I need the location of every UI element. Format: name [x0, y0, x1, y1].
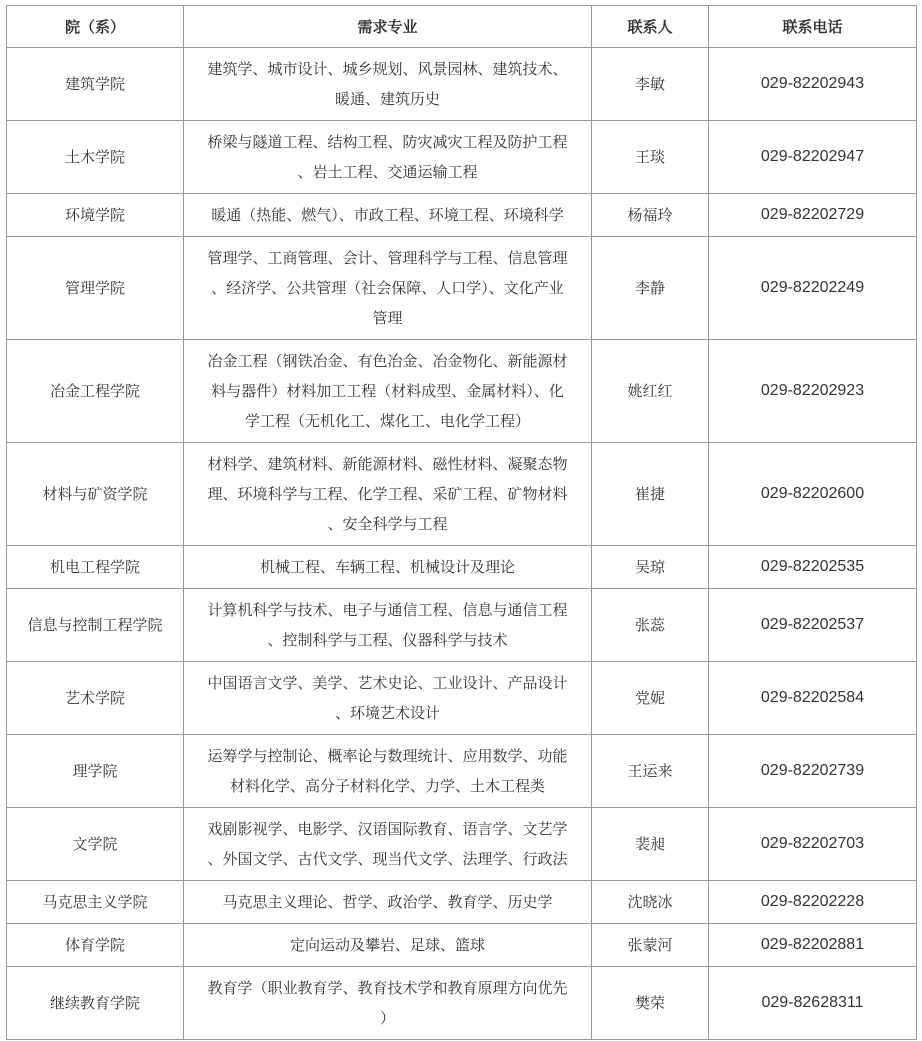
majors-line: 桥梁与隧道工程、结构工程、防灾减灾工程及防护工程: [207, 133, 568, 151]
table-row: [7, 546, 917, 589]
phone-cell: 029-82202600: [709, 443, 917, 546]
majors-cell: [184, 121, 592, 194]
majors-cell: [184, 48, 592, 121]
majors-cell: [184, 443, 592, 546]
majors-cell: [184, 340, 592, 443]
majors-cell: [184, 237, 592, 340]
majors-cell: [184, 589, 592, 662]
phone-cell: 029-82202739: [709, 735, 917, 808]
dept-cell: 土木学院: [7, 121, 184, 194]
header-dept: 院（系）: [7, 6, 184, 48]
majors-line: 理、环境科学与工程、化学工程、采矿工程、矿物材料: [207, 485, 568, 503]
contact-cell: 吴琼: [592, 546, 709, 589]
phone-cell: 029-82202729: [709, 194, 917, 237]
majors-line: 、环境艺术设计: [334, 704, 440, 722]
majors-line: 马克思主义理论、哲学、政治学、教育学、历史学: [222, 893, 553, 911]
majors-line: 管理: [372, 309, 403, 327]
majors-line: 暖通、建筑历史: [334, 90, 440, 108]
majors-cell: [184, 924, 592, 967]
phone-cell: 029-82628311: [709, 967, 917, 1040]
majors-line: 计算机科学与技术、电子与通信工程、信息与通信工程: [207, 601, 568, 619]
phone-cell: 029-82202947: [709, 121, 917, 194]
majors-cell: [184, 967, 592, 1040]
dept-cell: 理学院: [7, 735, 184, 808]
majors-cell: [184, 662, 592, 735]
majors-line: 中国语言文学、美学、艺术史论、工业设计、产品设计: [207, 674, 568, 692]
majors-line: 学工程（无机化工、煤化工、电化学工程）: [244, 412, 530, 430]
majors-line: 、安全科学与工程: [327, 515, 448, 533]
phone-cell: 029-82202535: [709, 546, 917, 589]
dept-cell: 体育学院: [7, 924, 184, 967]
majors-line: 冶金工程（钢铁冶金、有色冶金、冶金物化、新能源材: [207, 352, 568, 370]
majors-line: 、外国文学、古代文学、现当代文学、法理学、行政法: [207, 850, 568, 868]
majors-cell: [184, 546, 592, 589]
table-row: [7, 808, 917, 881]
table-row: [7, 121, 917, 194]
contact-cell: 裴昶: [592, 808, 709, 881]
dept-cell: 机电工程学院: [7, 546, 184, 589]
majors-line: 材料学、建筑材料、新能源材料、磁性材料、凝聚态物: [207, 455, 568, 473]
majors-line: 教育学（职业教育学、教育技术学和教育原理方向优先: [207, 979, 568, 997]
majors-line: 运筹学与控制论、概率论与数理统计、应用数学、功能: [207, 747, 568, 765]
department-contact-table: [6, 5, 917, 1040]
dept-cell: 冶金工程学院: [7, 340, 184, 443]
table-row: [7, 735, 917, 808]
phone-cell: 029-82202228: [709, 881, 917, 924]
table-row: [7, 881, 917, 924]
majors-line: 机械工程、车辆工程、机械设计及理论: [259, 558, 515, 576]
majors-line: 管理学、工商管理、会计、管理科学与工程、信息管理: [207, 249, 568, 267]
majors-cell: [184, 735, 592, 808]
table-row: [7, 340, 917, 443]
contact-cell: 李静: [592, 237, 709, 340]
majors-line: 暖通（热能、燃气）、市政工程、环境工程、环境科学: [211, 206, 564, 224]
contact-cell: 杨福玲: [592, 194, 709, 237]
contact-cell: 张蕊: [592, 589, 709, 662]
contact-cell: 王运来: [592, 735, 709, 808]
phone-cell: 029-82202923: [709, 340, 917, 443]
majors-line: 料与器件）材料加工工程（材料成型、金属材料）、化: [211, 382, 564, 400]
majors-line: 定向运动及攀岩、足球、篮球: [289, 936, 485, 954]
dept-cell: 管理学院: [7, 237, 184, 340]
table-row: [7, 443, 917, 546]
contact-cell: 张蒙河: [592, 924, 709, 967]
dept-cell: 环境学院: [7, 194, 184, 237]
contact-cell: 沈晓冰: [592, 881, 709, 924]
table-row: [7, 662, 917, 735]
table-row: [7, 967, 917, 1040]
phone-cell: 029-82202943: [709, 48, 917, 121]
dept-cell: 马克思主义学院: [7, 881, 184, 924]
header-phone: 联系电话: [709, 6, 917, 48]
majors-line: ）: [379, 1009, 395, 1027]
header-majors: 需求专业: [184, 6, 592, 48]
contact-cell: 姚红红: [592, 340, 709, 443]
contact-cell: 崔捷: [592, 443, 709, 546]
majors-line: 、控制科学与工程、仪器科学与技术: [267, 631, 508, 649]
majors-line: 、经济学、公共管理（社会保障、人口学）、文化产业: [211, 279, 564, 297]
contact-cell: 王琰: [592, 121, 709, 194]
majors-cell: [184, 194, 592, 237]
majors-line: 建筑学、城市设计、城乡规划、风景园林、建筑技术、: [207, 60, 568, 78]
header-contact: 联系人: [592, 6, 709, 48]
contact-cell: 党妮: [592, 662, 709, 735]
dept-cell: 建筑学院: [7, 48, 184, 121]
dept-cell: 信息与控制工程学院: [7, 589, 184, 662]
table-row: [7, 194, 917, 237]
contact-cell: 樊荣: [592, 967, 709, 1040]
phone-cell: 029-82202537: [709, 589, 917, 662]
dept-cell: 文学院: [7, 808, 184, 881]
majors-line: 、岩土工程、交通运输工程: [297, 163, 478, 181]
dept-cell: 继续教育学院: [7, 967, 184, 1040]
table-row: [7, 924, 917, 967]
majors-line: 材料化学、高分子材料化学、力学、土木工程类: [229, 777, 545, 795]
table-header-row: [7, 6, 917, 48]
phone-cell: 029-82202703: [709, 808, 917, 881]
phone-cell: 029-82202584: [709, 662, 917, 735]
table-row: [7, 589, 917, 662]
contact-cell: 李敏: [592, 48, 709, 121]
majors-cell: [184, 808, 592, 881]
table-row: [7, 48, 917, 121]
majors-line: 戏剧影视学、电影学、汉语国际教育、语言学、文艺学: [207, 820, 568, 838]
phone-cell: 029-82202249: [709, 237, 917, 340]
table-row: [7, 237, 917, 340]
majors-cell: [184, 881, 592, 924]
phone-cell: 029-82202881: [709, 924, 917, 967]
dept-cell: 材料与矿资学院: [7, 443, 184, 546]
dept-cell: 艺术学院: [7, 662, 184, 735]
